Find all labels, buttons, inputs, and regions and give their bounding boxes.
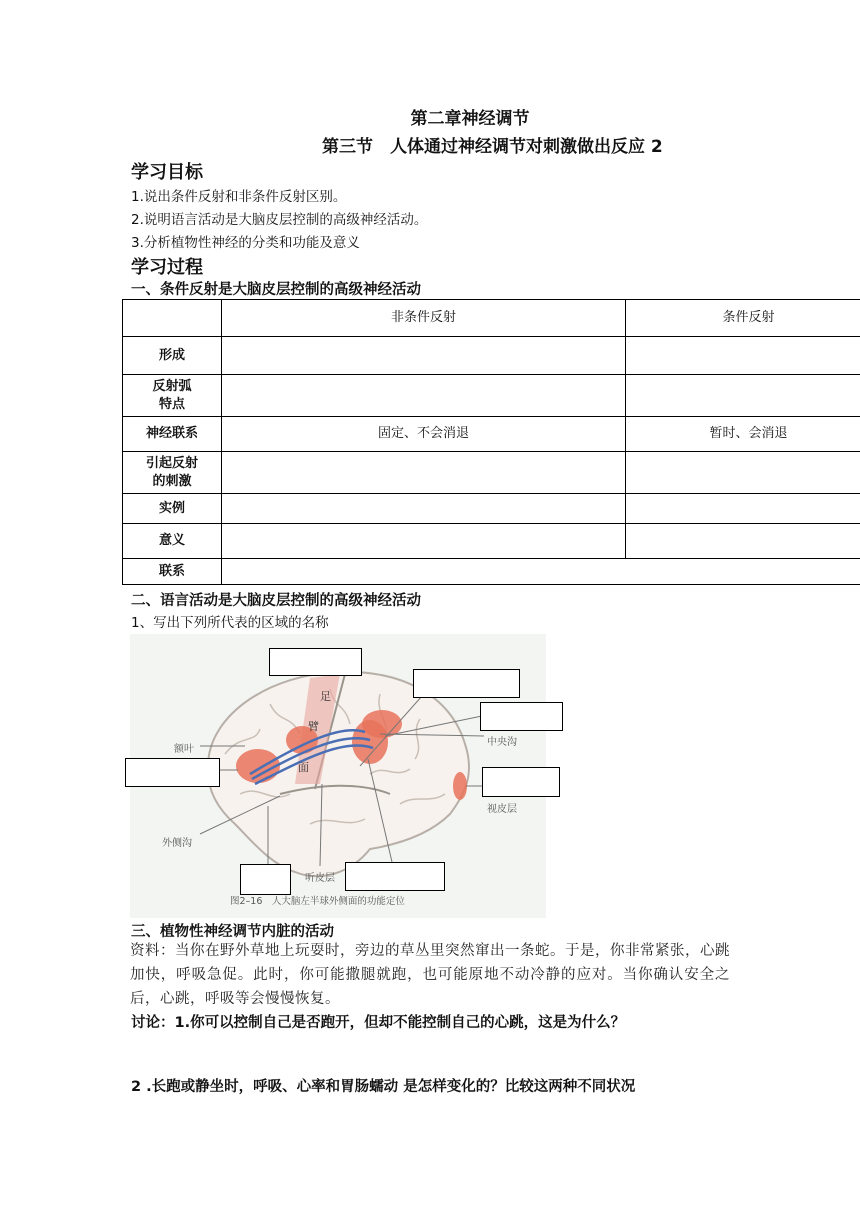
objective-item: 2.说明语言活动是大脑皮层控制的高级神经活动。 (131, 212, 428, 228)
cell-conditioned (626, 337, 860, 375)
objective-item: 3.分析植物性神经的分类和功能及意义 (131, 235, 360, 251)
cell-relation (222, 559, 860, 585)
cell-conditioned (626, 452, 860, 494)
label-auditory-cortex: 听皮层 (305, 873, 335, 884)
table-row (123, 524, 860, 559)
header-conditioned: 条件反射 (626, 300, 860, 337)
label-arm: 臂 (308, 720, 319, 733)
row-label (123, 452, 222, 494)
part1-title: 一、条件反射是大脑皮层控制的高级神经活动 (131, 282, 421, 298)
answer-box[interactable] (240, 864, 291, 895)
row-label-line: 反射弧 (152, 378, 192, 394)
label-central-sulcus: 中央沟 (487, 737, 517, 748)
row-label: 意义 (123, 524, 222, 559)
brain-highlight (453, 772, 467, 800)
header-unconditioned: 非条件反射 (222, 300, 626, 337)
table-header-row (123, 300, 860, 337)
material-paragraph: 资料：当你在野外草地上玩耍时，旁边的草丛里突然窜出一条蛇。于是，你非常紧张，心跳加快，呼吸急促。此时，你可能撒腿就跑，也可能原地不动冷静的应对。当你确认安全之后，心跳，呼吸等会慢慢恢复。 (130, 943, 730, 1007)
answer-box[interactable] (125, 758, 220, 787)
answer-box[interactable] (413, 669, 520, 698)
cell-unconditioned (222, 524, 626, 559)
row-label: 联系 (123, 559, 222, 585)
cell-conditioned (626, 375, 860, 417)
row-label-line: 特点 (158, 396, 185, 412)
answer-box[interactable] (269, 648, 362, 676)
cell-unconditioned (222, 452, 626, 494)
row-label-line: 引起反射 (145, 455, 198, 471)
cell-unconditioned (222, 375, 626, 417)
objectives-heading: 学习目标 (131, 162, 203, 183)
section-title: 第三节 人体通过神经调节对刺激做出反应 2 (322, 137, 663, 157)
cell-conditioned (626, 494, 860, 524)
process-heading: 学习过程 (131, 257, 203, 278)
table-row (123, 417, 860, 452)
label-face: 面 (298, 761, 309, 774)
label-foot: 足 (320, 690, 331, 703)
table-row (123, 337, 860, 375)
cell-unconditioned (222, 494, 626, 524)
row-label: 形成 (123, 337, 222, 375)
cell-unconditioned (222, 337, 626, 375)
cell-conditioned (626, 524, 860, 559)
discussion-question-2: 2 .长跑或静坐时，呼吸、心率和胃肠蠕动 是怎样变化的？比较这两种不同状况 (131, 1079, 636, 1095)
row-label: 神经联系 (123, 417, 222, 452)
figure-caption: 图2–16 人大脑左半球外侧面的功能定位 (230, 896, 405, 907)
cell-conditioned: 暂时、会消退 (626, 417, 860, 452)
chapter-title: 第二章神经调节 (410, 109, 530, 129)
cell-unconditioned: 固定、不会消退 (222, 417, 626, 452)
part3-title: 三、植物性神经调节内脏的活动 (131, 924, 334, 940)
label-lateral-sulcus: 外侧沟 (162, 838, 192, 849)
answer-box[interactable] (482, 767, 560, 797)
discussion-question-1: 讨论：1.你可以控制自己是否跑开，但却不能控制自己的心跳，这是为什么？ (131, 1015, 626, 1031)
answer-box[interactable] (480, 702, 563, 731)
part2-title: 二、语言活动是大脑皮层控制的高级神经活动 (131, 593, 421, 609)
table-row (123, 452, 860, 494)
table-corner-cell (123, 300, 222, 337)
answer-box[interactable] (345, 862, 445, 891)
part2-question: 1、写出下列所代表的区域的名称 (131, 615, 329, 631)
comparison-table (122, 299, 860, 585)
table-row (123, 375, 860, 417)
label-frontal: 额叶 (174, 744, 194, 755)
label-visual-cortex: 视皮层 (487, 804, 517, 815)
row-label-line: 的刺激 (152, 473, 192, 489)
row-label (123, 375, 222, 417)
table-row (123, 494, 860, 524)
objective-item: 1.说出条件反射和非条件反射区别。 (131, 189, 347, 205)
row-label: 实例 (123, 494, 222, 524)
table-row (123, 559, 860, 585)
